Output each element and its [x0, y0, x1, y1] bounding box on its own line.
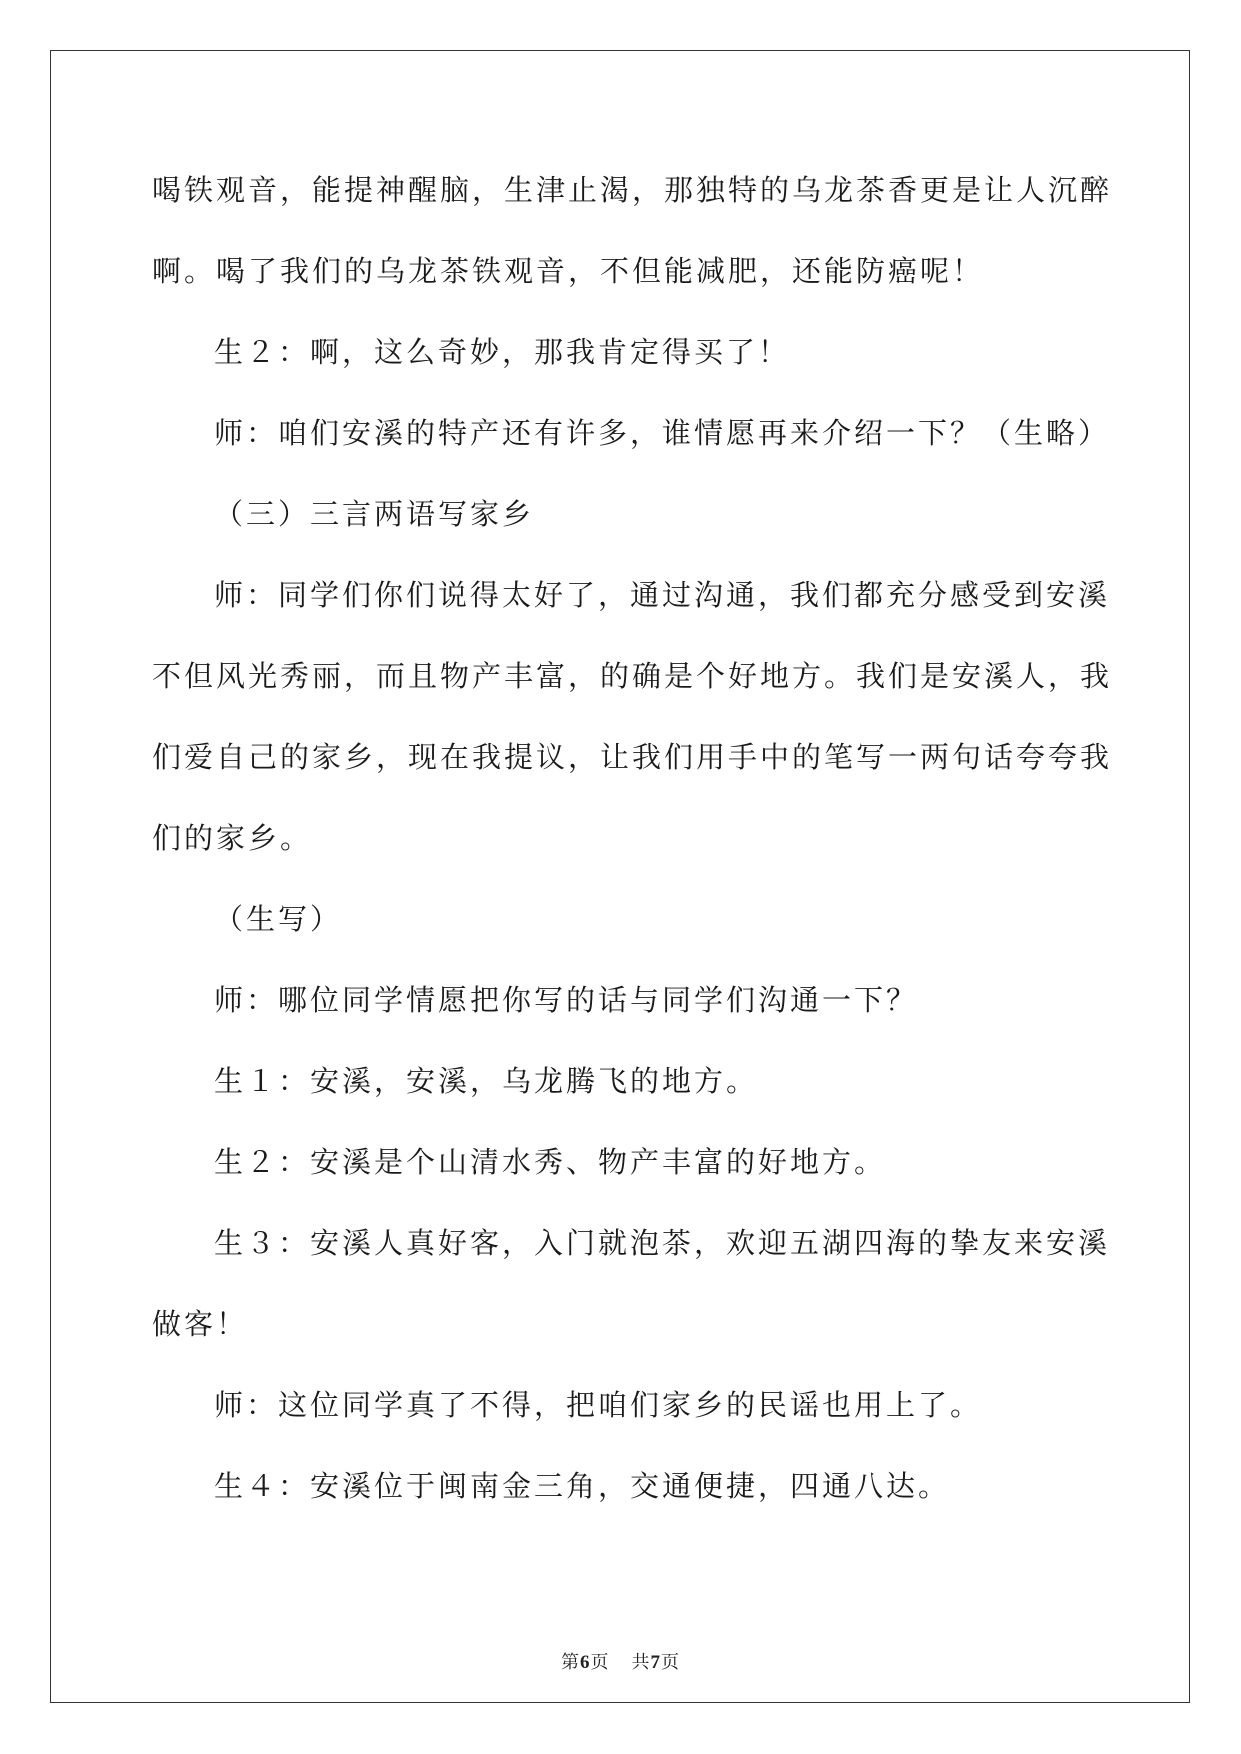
page-prefix: 第	[561, 1652, 580, 1673]
text-line: （生写）	[214, 902, 343, 936]
text-line: 不但风光秀丽，而且物产丰富，的确是个好地方。我们是安溪人，我	[152, 659, 1113, 693]
text-line: 生１：安溪，安溪，乌龙腾飞的地方。	[214, 1064, 759, 1098]
text-line: 做客！	[152, 1307, 249, 1341]
text-line: 生３：安溪人真好客，入门就泡茶，欢迎五湖四海的挚友来安溪	[214, 1226, 1111, 1260]
document-body	[152, 150, 1113, 1527]
text-line: （三）三言两语写家乡	[214, 497, 535, 531]
paragraph	[152, 1446, 1092, 1527]
paragraph	[152, 1203, 1111, 1365]
text-line: 啊。喝了我们的乌龙茶铁观音，不但能减肥，还能防癌呢！	[152, 254, 985, 288]
paragraph	[152, 555, 1113, 879]
paragraph	[152, 312, 1092, 393]
page-suffix: 页	[590, 1652, 610, 1673]
paragraph	[152, 1041, 1092, 1122]
text-line: 们爱自己的家乡，现在我提议，让我们用手中的笔写一两句话夸夸我	[152, 740, 1113, 774]
paragraph	[152, 1365, 1092, 1446]
text-line: 师：咱们安溪的特产还有许多，谁情愿再来介绍一下？（生略）	[214, 416, 1111, 450]
text-line: 生２：安溪是个山清水秀、物产丰富的好地方。	[214, 1145, 887, 1179]
paragraph	[152, 393, 1111, 474]
total-suffix: 页	[661, 1652, 680, 1673]
section-heading	[152, 474, 1092, 555]
page-total: 7	[650, 1652, 661, 1673]
text-line: 们的家乡。	[152, 821, 313, 855]
text-line: 师：哪位同学情愿把你写的话与同学们沟通一下？	[214, 983, 919, 1017]
paragraph	[152, 1122, 1092, 1203]
total-prefix: 共	[631, 1652, 651, 1673]
paragraph	[152, 150, 1113, 312]
text-line: 师：这位同学真了不得，把咱们家乡的民谣也用上了。	[214, 1388, 983, 1422]
text-line: 生２：啊，这么奇妙，那我肯定得买了！	[214, 335, 791, 369]
page-current: 6	[580, 1652, 591, 1673]
page-footer	[0, 1648, 1241, 1674]
text-line: 生４：安溪位于闽南金三角，交通便捷，四通八达。	[214, 1469, 951, 1503]
paragraph	[152, 960, 1092, 1041]
text-line: 喝铁观音，能提神醒脑，生津止渴，那独特的乌龙茶香更是让人沉醉	[152, 173, 1113, 207]
paragraph	[152, 879, 1092, 960]
text-line: 师：同学们你们说得太好了，通过沟通，我们都充分感受到安溪	[214, 578, 1111, 612]
